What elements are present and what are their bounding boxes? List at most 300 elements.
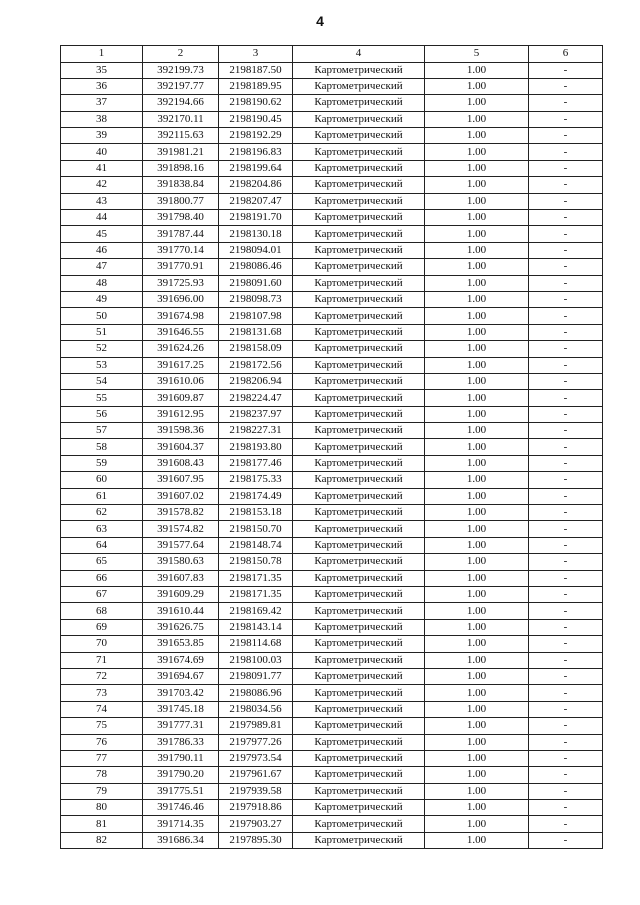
table-cell: 2198207.47 <box>219 193 293 209</box>
table-cell: Картометрический <box>293 455 425 471</box>
table-cell: 1.00 <box>425 308 529 324</box>
table-cell: 55 <box>61 390 143 406</box>
table-cell: 391696.00 <box>143 291 219 307</box>
table-cell: 47 <box>61 259 143 275</box>
table-cell: Картометрический <box>293 406 425 422</box>
table-cell: 391686.34 <box>143 832 219 848</box>
table-cell: Картометрический <box>293 587 425 603</box>
table-cell: 391786.33 <box>143 734 219 750</box>
table-cell: 1.00 <box>425 701 529 717</box>
table-cell: Картометрический <box>293 291 425 307</box>
table-row <box>61 324 603 340</box>
table-cell: 68 <box>61 603 143 619</box>
table-cell: Картометрический <box>293 521 425 537</box>
table-cell: Картометрический <box>293 800 425 816</box>
table-cell: - <box>529 373 603 389</box>
table-cell: 391607.02 <box>143 488 219 504</box>
table-cell: 39 <box>61 128 143 144</box>
table-cell: Картометрический <box>293 439 425 455</box>
table-cell: 66 <box>61 570 143 586</box>
table-cell: 69 <box>61 619 143 635</box>
table-cell: 1.00 <box>425 423 529 439</box>
table-row <box>61 78 603 94</box>
table-cell: - <box>529 472 603 488</box>
table-cell: Картометрический <box>293 95 425 111</box>
table-cell: 392194.66 <box>143 95 219 111</box>
table-cell: 76 <box>61 734 143 750</box>
table-row <box>61 521 603 537</box>
table-cell: - <box>529 521 603 537</box>
table-cell: - <box>529 78 603 94</box>
table-cell: - <box>529 587 603 603</box>
table-cell: 391610.06 <box>143 373 219 389</box>
table-cell: 2198191.70 <box>219 210 293 226</box>
table-cell: 391609.87 <box>143 390 219 406</box>
table-cell: - <box>529 226 603 242</box>
table-row <box>61 111 603 127</box>
table-cell: 2198143.14 <box>219 619 293 635</box>
table-cell: 391898.16 <box>143 160 219 176</box>
table-cell: 67 <box>61 587 143 603</box>
table-cell: 391608.43 <box>143 455 219 471</box>
table-cell: 1.00 <box>425 832 529 848</box>
table-cell: 391607.83 <box>143 570 219 586</box>
table-cell: 391617.25 <box>143 357 219 373</box>
table-cell: 1.00 <box>425 275 529 291</box>
table-cell: Картометрический <box>293 423 425 439</box>
table-cell: 1.00 <box>425 718 529 734</box>
table-cell: - <box>529 668 603 684</box>
table-row <box>61 259 603 275</box>
table-cell: - <box>529 537 603 553</box>
table-cell: 391612.95 <box>143 406 219 422</box>
table-row <box>61 357 603 373</box>
table-cell: 1.00 <box>425 652 529 668</box>
table-cell: 54 <box>61 373 143 389</box>
table-cell: 58 <box>61 439 143 455</box>
table-cell: 1.00 <box>425 128 529 144</box>
table-row <box>61 767 603 783</box>
table-cell: - <box>529 390 603 406</box>
table-cell: - <box>529 505 603 521</box>
table-cell: 391798.40 <box>143 210 219 226</box>
table-cell: Картометрический <box>293 783 425 799</box>
table-cell: 2198086.96 <box>219 685 293 701</box>
table-cell: 70 <box>61 636 143 652</box>
table-cell: 391725.93 <box>143 275 219 291</box>
table-cell: 1.00 <box>425 160 529 176</box>
table-cell: - <box>529 603 603 619</box>
table-cell: 2198169.42 <box>219 603 293 619</box>
table-cell: 2198153.18 <box>219 505 293 521</box>
table-cell: - <box>529 718 603 734</box>
table-cell: Картометрический <box>293 308 425 324</box>
table-cell: 2197989.81 <box>219 718 293 734</box>
table-row <box>61 406 603 422</box>
table-cell: 2198086.46 <box>219 259 293 275</box>
table-cell: 61 <box>61 488 143 504</box>
table-cell: 1.00 <box>425 685 529 701</box>
table-row <box>61 587 603 603</box>
table-cell: - <box>529 701 603 717</box>
table-cell: 2197895.30 <box>219 832 293 848</box>
table-cell: 1.00 <box>425 636 529 652</box>
table-cell: - <box>529 144 603 160</box>
table-row <box>61 636 603 652</box>
table-row <box>61 554 603 570</box>
table-cell: 52 <box>61 341 143 357</box>
table-cell: Картометрический <box>293 341 425 357</box>
table-cell: - <box>529 210 603 226</box>
table-cell: Картометрический <box>293 62 425 78</box>
table-row <box>61 160 603 176</box>
table-cell: 2198204.86 <box>219 177 293 193</box>
table-cell: 59 <box>61 455 143 471</box>
table-cell: Картометрический <box>293 488 425 504</box>
coordinates-table <box>60 45 603 849</box>
table-cell: 2197961.67 <box>219 767 293 783</box>
table-cell: Картометрический <box>293 685 425 701</box>
table-cell: 1.00 <box>425 341 529 357</box>
table-cell: 2198171.35 <box>219 570 293 586</box>
table-cell: 391653.85 <box>143 636 219 652</box>
table-cell: 2198034.56 <box>219 701 293 717</box>
table-cell: 391694.67 <box>143 668 219 684</box>
table-cell: Картометрический <box>293 718 425 734</box>
table-cell: 1.00 <box>425 291 529 307</box>
table-cell: 1.00 <box>425 390 529 406</box>
table-cell: - <box>529 439 603 455</box>
table-row <box>61 603 603 619</box>
table-cell: 78 <box>61 767 143 783</box>
table-cell: 392197.77 <box>143 78 219 94</box>
table-cell: 77 <box>61 750 143 766</box>
table-cell: 2198091.77 <box>219 668 293 684</box>
table-cell: 40 <box>61 144 143 160</box>
table-cell: 2198193.80 <box>219 439 293 455</box>
table-cell: 2198172.56 <box>219 357 293 373</box>
table-cell: 2198192.29 <box>219 128 293 144</box>
table-cell: Картометрический <box>293 554 425 570</box>
table-cell: Картометрический <box>293 373 425 389</box>
table-cell: - <box>529 652 603 668</box>
table-row <box>61 652 603 668</box>
table-cell: 37 <box>61 95 143 111</box>
table-cell: 1.00 <box>425 472 529 488</box>
table-cell: 391578.82 <box>143 505 219 521</box>
table-cell: - <box>529 734 603 750</box>
table-cell: 391607.95 <box>143 472 219 488</box>
table-cell: Картометрический <box>293 767 425 783</box>
table-cell: 2198199.64 <box>219 160 293 176</box>
table-cell: Картометрический <box>293 701 425 717</box>
table-cell: 1.00 <box>425 406 529 422</box>
table-cell: Картометрический <box>293 193 425 209</box>
table-row <box>61 226 603 242</box>
table-cell: 50 <box>61 308 143 324</box>
table-cell: - <box>529 406 603 422</box>
table-cell: 2197973.54 <box>219 750 293 766</box>
table-cell: 80 <box>61 800 143 816</box>
column-header: 2 <box>143 46 219 63</box>
table-cell: Картометрический <box>293 226 425 242</box>
table-cell: - <box>529 619 603 635</box>
table-cell: Картометрический <box>293 275 425 291</box>
table-row <box>61 423 603 439</box>
table-cell: 391610.44 <box>143 603 219 619</box>
table-row <box>61 800 603 816</box>
table-cell: 391838.84 <box>143 177 219 193</box>
table-row <box>61 750 603 766</box>
table-cell: - <box>529 357 603 373</box>
table-cell: 38 <box>61 111 143 127</box>
table-cell: 391770.91 <box>143 259 219 275</box>
table-cell: 2198190.62 <box>219 95 293 111</box>
table-cell: Картометрический <box>293 144 425 160</box>
table-cell: 71 <box>61 652 143 668</box>
table-cell: 391604.37 <box>143 439 219 455</box>
table-cell: 75 <box>61 718 143 734</box>
table-cell: 2198187.50 <box>219 62 293 78</box>
table-cell: 1.00 <box>425 668 529 684</box>
table-cell: - <box>529 259 603 275</box>
table-cell: Картометрический <box>293 603 425 619</box>
table-cell: Картометрический <box>293 259 425 275</box>
table-row <box>61 685 603 701</box>
table-cell: 1.00 <box>425 767 529 783</box>
table-row <box>61 701 603 717</box>
table-cell: Картометрический <box>293 668 425 684</box>
table-cell: 1.00 <box>425 488 529 504</box>
table-cell: 1.00 <box>425 95 529 111</box>
table-cell: 391714.35 <box>143 816 219 832</box>
table-cell: - <box>529 750 603 766</box>
table-cell: 41 <box>61 160 143 176</box>
table-cell: Картометрический <box>293 505 425 521</box>
table-cell: 74 <box>61 701 143 717</box>
table-cell: 2198224.47 <box>219 390 293 406</box>
table-cell: 2197977.26 <box>219 734 293 750</box>
table-cell: 1.00 <box>425 177 529 193</box>
table-cell: Картометрический <box>293 537 425 553</box>
table-cell: 1.00 <box>425 587 529 603</box>
table-cell: - <box>529 275 603 291</box>
table-cell: - <box>529 685 603 701</box>
table-row <box>61 341 603 357</box>
table-cell: 57 <box>61 423 143 439</box>
table-cell: 65 <box>61 554 143 570</box>
table-cell: Картометрический <box>293 816 425 832</box>
column-header: 1 <box>61 46 143 63</box>
column-header: 6 <box>529 46 603 63</box>
table-cell: - <box>529 177 603 193</box>
table-row <box>61 128 603 144</box>
table-cell: 42 <box>61 177 143 193</box>
table-cell: Картометрический <box>293 472 425 488</box>
table-cell: - <box>529 423 603 439</box>
table-cell: - <box>529 160 603 176</box>
table-cell: 46 <box>61 242 143 258</box>
table-cell: 2198107.98 <box>219 308 293 324</box>
table-cell: 391626.75 <box>143 619 219 635</box>
table-cell: 63 <box>61 521 143 537</box>
table-cell: - <box>529 488 603 504</box>
table-cell: - <box>529 95 603 111</box>
table-cell: 48 <box>61 275 143 291</box>
table-cell: 1.00 <box>425 193 529 209</box>
table-cell: 44 <box>61 210 143 226</box>
table-cell: 1.00 <box>425 800 529 816</box>
table-row <box>61 783 603 799</box>
table-cell: - <box>529 242 603 258</box>
table-cell: Картометрический <box>293 570 425 586</box>
table-cell: - <box>529 324 603 340</box>
table-cell: 1.00 <box>425 373 529 389</box>
table-cell: 391674.98 <box>143 308 219 324</box>
table-cell: 391770.14 <box>143 242 219 258</box>
table-cell: 1.00 <box>425 554 529 570</box>
table-cell: 73 <box>61 685 143 701</box>
table-cell: 60 <box>61 472 143 488</box>
table-cell: Картометрический <box>293 636 425 652</box>
table-cell: 391746.46 <box>143 800 219 816</box>
table-cell: Картометрический <box>293 177 425 193</box>
table-row <box>61 718 603 734</box>
table-cell: - <box>529 341 603 357</box>
table-cell: 1.00 <box>425 439 529 455</box>
table-cell: 51 <box>61 324 143 340</box>
table-cell: 49 <box>61 291 143 307</box>
table-cell: 391574.82 <box>143 521 219 537</box>
table-cell: 391609.29 <box>143 587 219 603</box>
table-cell: - <box>529 193 603 209</box>
table-row <box>61 832 603 848</box>
table-cell: 391577.64 <box>143 537 219 553</box>
table-cell: 53 <box>61 357 143 373</box>
table-cell: Картометрический <box>293 210 425 226</box>
table-body <box>61 62 603 849</box>
table-cell: 2198206.94 <box>219 373 293 389</box>
table-cell: 2197939.58 <box>219 783 293 799</box>
table-cell: 1.00 <box>425 78 529 94</box>
table-row <box>61 177 603 193</box>
table-row <box>61 275 603 291</box>
table-cell: 2198131.68 <box>219 324 293 340</box>
column-header: 4 <box>293 46 425 63</box>
table-cell: 1.00 <box>425 783 529 799</box>
table-cell: 2198094.01 <box>219 242 293 258</box>
table-cell: 391598.36 <box>143 423 219 439</box>
table-cell: 2198130.18 <box>219 226 293 242</box>
table-cell: - <box>529 62 603 78</box>
table-cell: 56 <box>61 406 143 422</box>
table-cell: 1.00 <box>425 324 529 340</box>
table-row <box>61 308 603 324</box>
table-cell: 2198237.97 <box>219 406 293 422</box>
table-cell: 391775.51 <box>143 783 219 799</box>
table-cell: 391580.63 <box>143 554 219 570</box>
table-cell: Картометрический <box>293 111 425 127</box>
table-cell: - <box>529 570 603 586</box>
table-cell: 1.00 <box>425 111 529 127</box>
table-cell: 2197903.27 <box>219 816 293 832</box>
table-row <box>61 455 603 471</box>
table-cell: 81 <box>61 816 143 832</box>
table-cell: - <box>529 832 603 848</box>
table-cell: 2198227.31 <box>219 423 293 439</box>
table-cell: 1.00 <box>425 537 529 553</box>
table-cell: 1.00 <box>425 570 529 586</box>
table-cell: 79 <box>61 783 143 799</box>
table-cell: 2198150.70 <box>219 521 293 537</box>
table-cell: 72 <box>61 668 143 684</box>
table-cell: - <box>529 291 603 307</box>
table-cell: - <box>529 800 603 816</box>
table-cell: Картометрический <box>293 619 425 635</box>
table-cell: 392115.63 <box>143 128 219 144</box>
table-cell: 1.00 <box>425 210 529 226</box>
table-cell: 1.00 <box>425 619 529 635</box>
table-cell: 392170.11 <box>143 111 219 127</box>
table-row <box>61 373 603 389</box>
table-cell: 82 <box>61 832 143 848</box>
table-cell: - <box>529 128 603 144</box>
column-header: 3 <box>219 46 293 63</box>
table-cell: Картометрический <box>293 750 425 766</box>
column-header: 5 <box>425 46 529 63</box>
table-cell: 45 <box>61 226 143 242</box>
table-row <box>61 537 603 553</box>
table-cell: - <box>529 554 603 570</box>
table-cell: 2198196.83 <box>219 144 293 160</box>
table-row <box>61 668 603 684</box>
table-cell: 391981.21 <box>143 144 219 160</box>
table-cell: - <box>529 783 603 799</box>
table-cell: 391703.42 <box>143 685 219 701</box>
table-cell: 2198158.09 <box>219 341 293 357</box>
table-cell: 391646.55 <box>143 324 219 340</box>
table-cell: 36 <box>61 78 143 94</box>
table-row <box>61 210 603 226</box>
table-cell: 2198174.49 <box>219 488 293 504</box>
table-cell: 391800.77 <box>143 193 219 209</box>
table-cell: 2198091.60 <box>219 275 293 291</box>
table-cell: Картометрический <box>293 128 425 144</box>
table-cell: 2198150.78 <box>219 554 293 570</box>
table-row <box>61 570 603 586</box>
table-row <box>61 144 603 160</box>
table-cell: Картометрический <box>293 832 425 848</box>
table-cell: 2198171.35 <box>219 587 293 603</box>
table-cell: 391624.26 <box>143 341 219 357</box>
table-header-row <box>61 46 603 63</box>
table-cell: 391790.20 <box>143 767 219 783</box>
table-cell: Картометрический <box>293 160 425 176</box>
table-cell: 2197918.86 <box>219 800 293 816</box>
table-row <box>61 193 603 209</box>
table-cell: 1.00 <box>425 357 529 373</box>
table-cell: 391790.11 <box>143 750 219 766</box>
table-cell: - <box>529 816 603 832</box>
table-row <box>61 390 603 406</box>
page-number: 4 <box>316 13 324 29</box>
table-row <box>61 242 603 258</box>
table-row <box>61 291 603 307</box>
table-cell: 1.00 <box>425 144 529 160</box>
table-cell: - <box>529 111 603 127</box>
table-cell: 391674.69 <box>143 652 219 668</box>
table-cell: Картометрический <box>293 357 425 373</box>
